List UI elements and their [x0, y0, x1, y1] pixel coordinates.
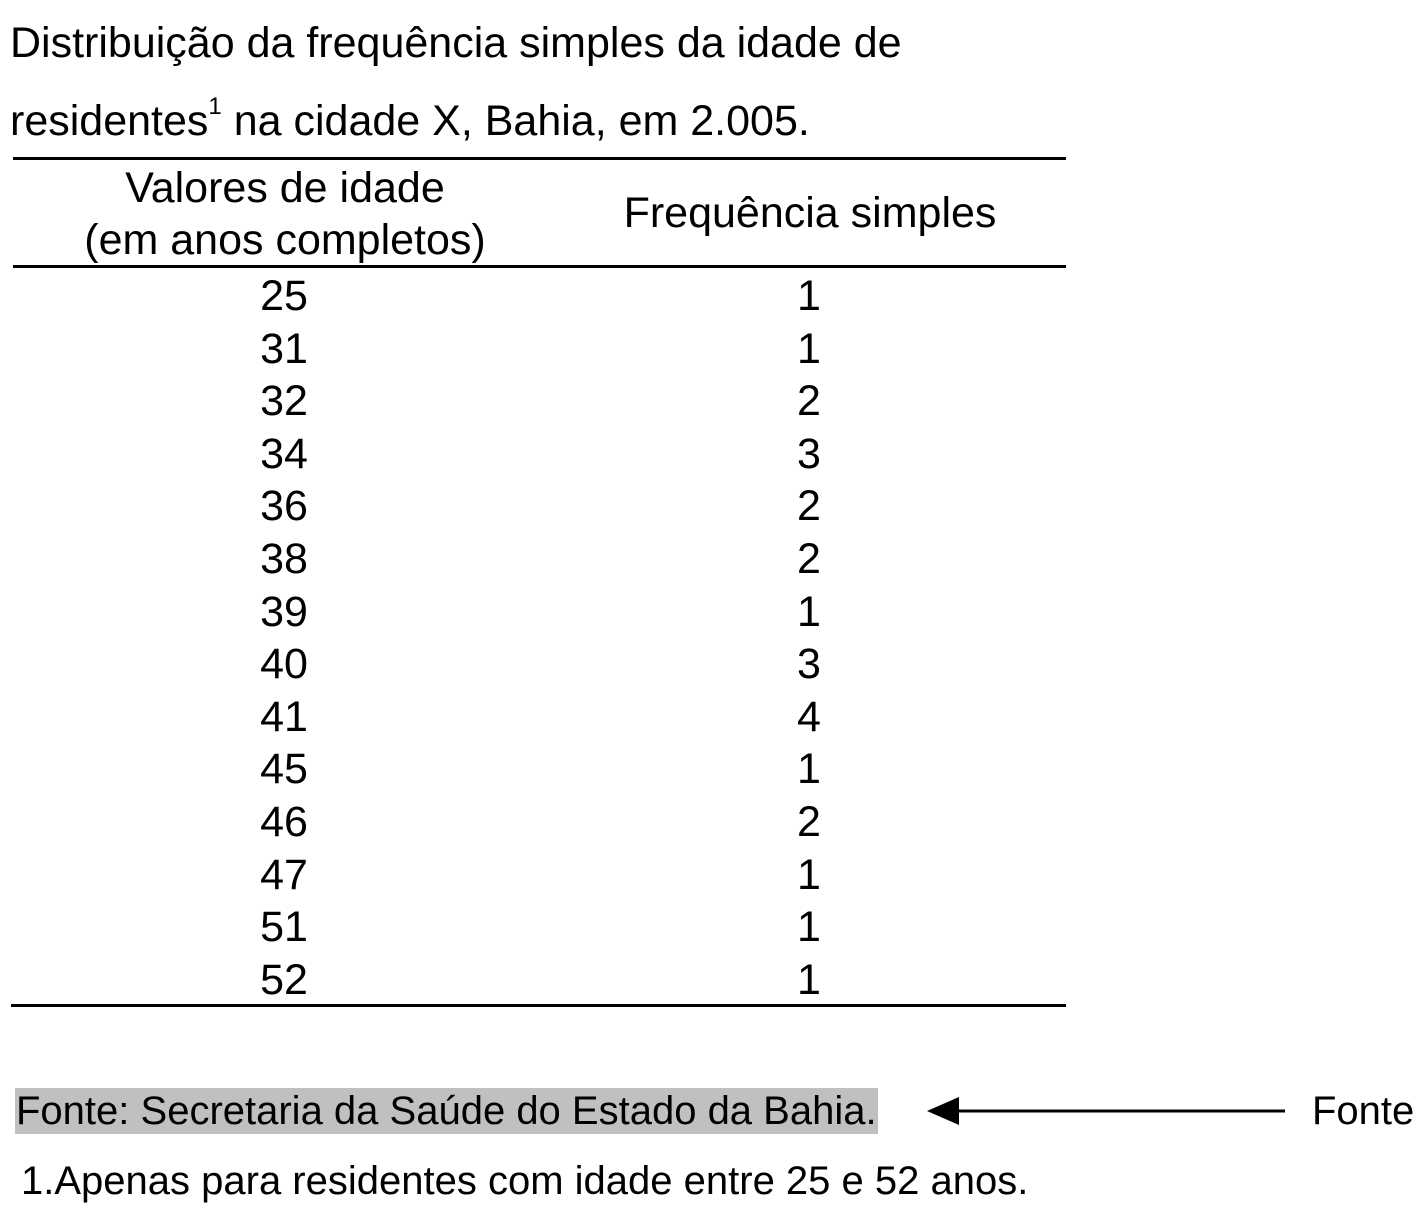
- frequency-cell: 2: [797, 797, 821, 846]
- age-cell: 46: [260, 797, 308, 846]
- source-note: Fonte: Secretaria da Saúde do Estado da Bahia.: [16, 1089, 877, 1133]
- frequency-cell: 2: [797, 377, 821, 426]
- frequency-cell: 2: [797, 534, 821, 583]
- frequency-cell: 3: [797, 429, 821, 478]
- age-cell: 31: [260, 324, 308, 373]
- frequency-cell: 1: [797, 850, 821, 899]
- title-line-1: Distribuição da frequência simples da idade de: [10, 19, 902, 67]
- age-cell: 36: [260, 482, 308, 531]
- table-header-rule: [13, 265, 1066, 268]
- age-cell: 25: [260, 272, 308, 320]
- footnote: 1.Apenas para residentes com idade entre 25 e 52 anos.: [21, 1159, 1029, 1203]
- age-cell: 52: [260, 955, 308, 1004]
- frequency-cell: 4: [797, 692, 821, 741]
- source-annotation-label: Fonte: [1312, 1089, 1415, 1133]
- age-cell: 39: [260, 587, 308, 636]
- column-header-age-line-2: (em anos completos): [84, 216, 486, 264]
- age-cell: 40: [260, 640, 308, 689]
- table-bottom-rule: [11, 1004, 1066, 1007]
- table-top-rule: [13, 157, 1066, 160]
- column-header-age: [50, 162, 520, 266]
- age-cell: 41: [260, 692, 308, 741]
- age-cell: 45: [260, 745, 308, 794]
- age-cell: 51: [260, 903, 308, 952]
- frequency-cell: 3: [797, 640, 821, 689]
- title-line-2-end: na cidade X, Bahia, em 2.005.: [221, 97, 810, 145]
- age-cell: 38: [260, 534, 308, 583]
- column-header-age-line-1: Valores de idade: [125, 164, 445, 212]
- age-cell: 32: [260, 377, 308, 426]
- frequency-cell: 1: [797, 587, 821, 636]
- left-arrow-icon: [925, 1094, 1287, 1128]
- frequency-cell: 1: [797, 324, 821, 373]
- footnote-marker: 1: [208, 92, 222, 120]
- document-title: [10, 4, 1072, 160]
- age-cell: 47: [260, 850, 308, 899]
- frequency-cell: 1: [797, 955, 821, 1004]
- age-cell: 34: [260, 429, 308, 478]
- column-header-frequency: Frequência simples: [623, 189, 997, 237]
- frequency-cell: 2: [797, 482, 821, 531]
- frequency-cell: 1: [797, 745, 821, 794]
- title-line-2-start: residentes: [10, 97, 209, 145]
- frequency-cell: 1: [797, 272, 821, 320]
- frequency-cell: 1: [797, 903, 821, 952]
